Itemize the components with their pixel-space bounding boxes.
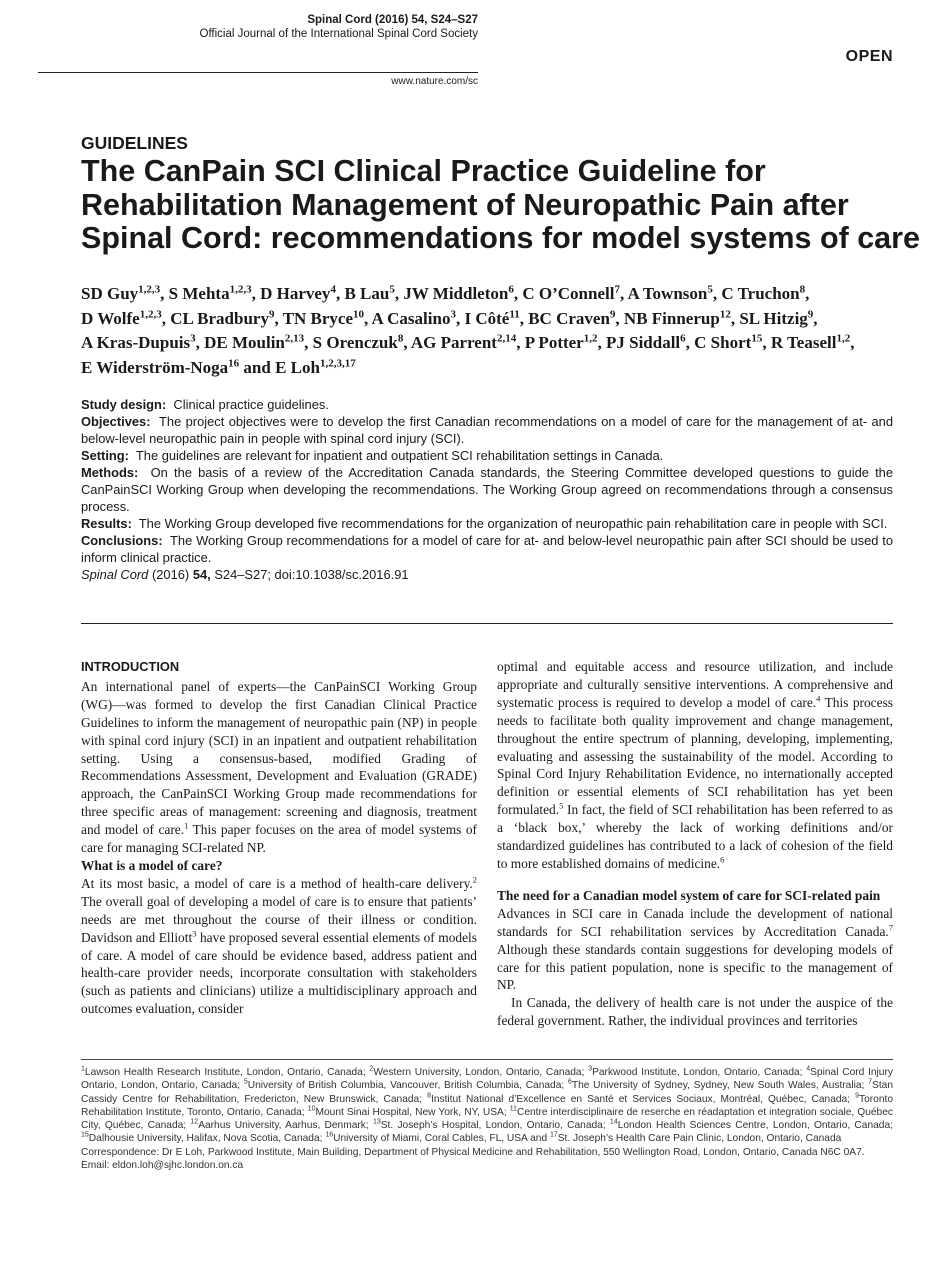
journal-url[interactable]: www.nature.com/sc bbox=[391, 76, 478, 87]
section-heading: INTRODUCTION bbox=[81, 659, 180, 674]
journal-subtitle: Official Journal of the International Spinal Cord Society bbox=[199, 28, 478, 40]
affiliation-list: $^1$Lawson Health Research Institute, London, Ontario, Canada; $^2$Western University, London, Ontario, Canada; $^3$Parkwood Institute, London, Ontario, Canada; $^4$Spinal Cord Injury Ontario, London, Ontario, Canada; $^5$University of British Columbia, Vancouver, British Columbia, Canada; $^6$The University of Sydney, Sydney, New South Wales, Australia; $^7$Stan Cassidy Centre for Rehabilitation, Fredericton, New Brunswick, Canada; $^8$Institut National d’Excellence en Santé et Services Sociaux, Montréal, Québec, Canada; $^9$Toronto Rehabilitation Institute, Toronto, Ontario, Canada; $^{10}$Mount Sinai Hospital, New York, NY, USA; $^{11}$Centre interdisciplinaire de reserche en réadaptation et integration sociale, Québec City, Québec, Canada; $^{12}$Aarhus University, Aarhus, Denmark; $^{13}$St. Joseph’s Hospital, London, Ontario, Canada; $^{14}$London Health Sciences Centre, London, Ontario, Canada; $^{15}$Dalhousie University, Halifax, Nova Scotia, Canada; $^{16}$University of Miami, Coral Cables, FL, USA and $^{17}$St. Joseph’s Health Care Pain Clinic, London, Ontario, Canada bbox=[81, 1065, 893, 1145]
title-line: Rehabilitation Management of Neuropathic Pain after bbox=[81, 187, 849, 222]
abstract bbox=[81, 396, 893, 583]
header-rule bbox=[38, 72, 478, 73]
subsection-heading: What is a model of care? bbox=[81, 857, 223, 873]
abstract-objectives: Objectives: The project objectives were to develop the first Canadian recommendations on a model of care for the management of at- and below-level neuropathic pain in people with spinal cord injury (SCI). bbox=[81, 414, 893, 446]
title-line: Spinal Cord: recommendations for model systems of care bbox=[81, 221, 920, 255]
abstract-methods: Methods: On the basis of a review of the Accreditation Canada standards, the Steering Committee developed questions to guide the CanPainSCI Working Group when developing the recommendations. The Working Group agreed on recommendations through a consensus process. bbox=[81, 465, 893, 514]
paragraph: At its most basic, a model of care is a method of health-care delivery.$^2$ The overall goal of developing a model of care is to ensure that patients’ needs are met throughout the course of their illness or condition. Davidson and Elliott$^3$ have proposed several essential elements of models of care. A model of care should be evidence based, address patient and health-care provider needs, incorporate consultation with stakeholders (such as patients and clinicians) utilize a multidisciplinary approach and outcomes evaluation, consider bbox=[81, 874, 477, 1017]
correspondence-email[interactable]: Email: eldon.loh@sjhc.london.on.ca bbox=[81, 1160, 244, 1172]
reference[interactable]: 4 bbox=[816, 693, 821, 704]
abstract-conclusions: Conclusions: The Working Group recommendations for a model of care for at- and below-level neuropathic pain after SCI should be used to inform clinical practice. bbox=[81, 533, 893, 565]
author-line: A Kras-Dupuis$^3$, DE Moulin$^{2,13}$, S Orenczuk$^8$, AG Parrent$^{2,14}$, P Potter$^{1,2}$, PJ Siddall$^6$, C Short$^{15}$, R Teasell$^{1,2}$, bbox=[81, 332, 855, 352]
paragraph: In Canada, the delivery of health care is not under the auspice of the federal government. Rather, the individual provinces and territories bbox=[497, 995, 893, 1029]
paragraph: Advances in SCI care in Canada include the development of national standards for SCI rehabilitation services by Accreditation Canada.$^7$ Although these standards contain suggestions for developing models of care for this patient population, none is specific to the management of NP. bbox=[497, 905, 893, 993]
correspondence: Correspondence: Dr E Loh, Parkwood Institute, Main Building, Department of Physical Medicine and Rehabilitation, 550 Wellington Road, London, Ontario, Canada N6C 0A7. bbox=[81, 1146, 865, 1158]
abstract-rule bbox=[81, 623, 893, 624]
abstract-study-design: Study design: Clinical practice guidelines. bbox=[81, 397, 329, 412]
open-access-badge: OPEN bbox=[845, 48, 893, 65]
reference[interactable]: 3 bbox=[192, 928, 197, 939]
title-line: The CanPain SCI Clinical Practice Guideline for bbox=[81, 154, 766, 188]
reference[interactable]: 1 bbox=[184, 820, 189, 831]
abstract-results: Results: The Working Group developed five recommendations for the organization of neuropathic pain rehabilitation care in people with SCI. bbox=[81, 516, 888, 531]
author-line: D Wolfe$^{1,2,3}$, CL Bradbury$^9$, TN Bryce$^{10}$, A Casalino$^3$, I Côté$^{11}$, BC Craven$^9$, NB Finnerup$^{12}$, SL Hitzig$^9$, bbox=[81, 307, 818, 328]
footnote-rule bbox=[81, 1059, 893, 1060]
reference[interactable]: 7 bbox=[888, 922, 893, 933]
reference[interactable]: 6 bbox=[720, 854, 725, 865]
subsection-heading: The need for a Canadian model system of care for SCI-related pain bbox=[497, 887, 881, 903]
article-category: GUIDELINES bbox=[81, 133, 188, 153]
author-line: E Widerström-Noga$^{16}$ and E Loh$^{1,2,3,17}$ bbox=[81, 356, 356, 377]
reference[interactable]: 2 bbox=[472, 874, 477, 885]
affiliations bbox=[81, 1066, 893, 1172]
journal-header bbox=[120, 13, 478, 41]
author-line: SD Guy$^{1,2,3}$, S Mehta$^{1,2,3}$, D Harvey$^4$, B Lau$^5$, JW Middleton$^6$, C O’Connell$^7$, A Townson$^5$, C Truchon$^8$, bbox=[81, 283, 810, 303]
body-column-left bbox=[81, 658, 477, 1018]
author-list bbox=[81, 282, 911, 380]
abstract-setting: Setting: The guidelines are relevant for inpatient and outpatient SCI rehabilitation settings in Canada. bbox=[81, 448, 664, 463]
paragraph: An international panel of experts—the CanPainSCI Working Group (WG)—was formed to develop the first Canadian Clinical Practice Guidelines to inform the management of neuropathic pain (NP) in people with spinal cord injury (SCI) in an inpatient and outpatient rehabilitation setting. Using a consensus-based, modified Grading of Recommendations Assessment, Development and Evaluation (GRADE) approach, the CanPainSCI Working Group made recommendations for three specific areas of management: screening and diagnosis, treatment and model of care.$^1$ This paper focuses on the area of model systems of care for managing SCI-related NP. bbox=[81, 678, 478, 856]
abstract-citation: Spinal Cord (2016) 54, S24–S27; doi:10.1038/sc.2016.91 bbox=[81, 567, 409, 582]
body-column-right bbox=[497, 658, 893, 1030]
journal-citation: Spinal Cord (2016) 54, S24–S27 bbox=[307, 14, 478, 26]
paragraph: optimal and equitable access and resource utilization, and include appropriate and culturally sensitive interventions. A comprehensive and systematic process is required to develop a model of care.$^4$ This process needs to facilitate both quality improvement and change management, throughout the entire spectrum of planning, developing, implementing, evaluating and assessing the sustainability of the model. According to Spinal Cord Injury Rehabilitation Evidence, no internationally accepted definition or essential elements of SCI rehabilitation has yet been formulated.$^5$ In fact, the field of SCI rehabilitation has been referred to as a ‘black box,’ whereby the lack of working definitions and/or standardized guidelines has contributed to a lack of cohesion of the field to more established domains of medicine.$^6$ bbox=[497, 659, 893, 871]
reference[interactable]: 5 bbox=[559, 800, 564, 811]
article-title bbox=[81, 155, 931, 256]
